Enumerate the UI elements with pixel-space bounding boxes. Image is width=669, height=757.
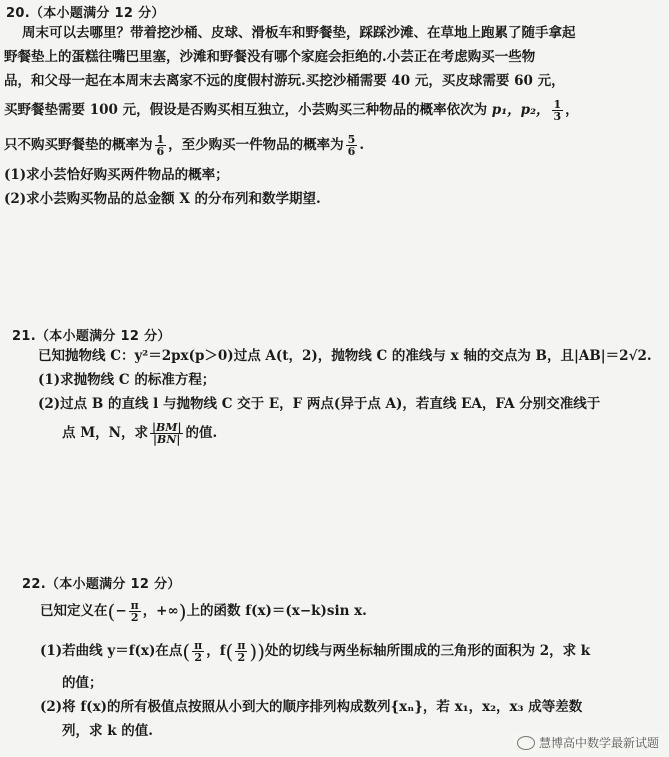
watermark-text: 慧博高中数学最新试题 [538,736,659,750]
fraction-numerator: π [237,638,246,652]
problem-22-header: 22.（本小题满分 12 分） [22,577,181,592]
problem-22-question-1-text-a: (1)若曲线 y＝f(x)在点 [40,642,183,659]
fraction-one-sixth [155,134,167,157]
problem-20 [0,2,669,211]
problem-20-question-2: (2)求小芸购买物品的总金额 X 的分布列和数学期望. [4,191,321,207]
fraction-numerator: 1 [553,98,562,111]
point-mid: ，f [206,642,226,659]
problem-22-question-1 [40,631,669,672]
problem-21 [0,325,669,450]
fraction-numerator: 5 [347,133,356,146]
problem-20-line-5-text-b: ，至少购买一件物品的概率为 [168,137,344,153]
fraction-denominator: 6 [156,145,165,158]
left-paren: ( [225,639,234,663]
wechat-logo-icon [517,736,535,750]
fraction-numerator: 1 [156,133,165,146]
left-paren: ( [107,599,116,624]
probabilities-p1-p2: p₁，p₂， [491,102,550,118]
problem-21-question-2-text-b: 的值. [185,425,218,441]
watermark [513,732,663,753]
problem-22-question-1-text-b: 处的切线与两坐标轴所围成的三角形的面积为 2，求 k [265,642,591,659]
problem-20-line-5-text-a: 只不购买野餐垫的概率为 [4,137,153,153]
fraction-pi-over-2 [192,640,204,663]
problem-20-line-3: 品，和父母一起在本周末去离家不远的度假村游玩.买挖沙桶需要 40 元，买皮球需要 60 元， [4,73,565,89]
fraction-denominator: 2 [194,650,203,664]
problem-20-line-5 [4,127,669,163]
problem-20-question-1: (1)求小芸恰好购买两件物品的概率； [4,167,229,183]
fraction-denominator: |BN| [153,433,181,446]
fraction-numerator: |BM| [151,421,182,434]
problem-21-question-1: (1)求抛物线 C 的标准方程； [38,372,216,388]
problem-22-line-1-text-b: 上的函数 f(x)＝(x−k)sin x. [186,603,367,619]
problem-20-line-2: 野餐垫上的蛋糕往嘴巴里塞，沙滩和野餐没有哪个家庭会拒绝的.小芸正在考虑购买一些物 [4,49,536,65]
problem-22-line-1 [40,592,669,631]
right-paren: )) [249,639,266,663]
problem-21-question-2-text-a: 点 M，N，求 [62,425,148,441]
fraction-numerator: π [194,638,203,652]
problem-22 [0,573,669,743]
problem-20-line-4-text: 买野餐垫需要 100 元，假设是否购买相互独立，小芸购买三种物品的概率依次为 [4,102,492,118]
fraction-denominator: 2 [237,650,246,664]
problem-22-question-2: (2)将 f(x)的所有极值点按照从小到大的顺序排列构成数列{xₙ}，若 x₁，x₂，x₃ 成等差数 [40,699,583,715]
problem-22-question-1-cont: 的值； [62,675,103,691]
fraction-denominator: 2 [130,611,139,624]
problem-21-line-1: 已知抛物线 C：y²＝2px(p＞0)过点 A(t，2)，抛物线 C 的准线与 x 轴的交点为 B，且|AB|＝2√2. [38,348,652,364]
fraction-five-sixths [346,134,358,157]
comma: ， [565,102,579,118]
fraction-denominator: 6 [347,145,356,158]
fraction-pi-over-2 [235,640,247,663]
period: . [359,137,365,153]
right-paren: ) [178,599,187,624]
problem-21-header: 21.（本小题满分 12 分） [12,329,171,344]
left-paren: ( [182,639,191,663]
problem-22-question-2-cont: 列，求 k 的值. [62,723,153,739]
interval-right: ，+∞ [142,603,179,619]
problem-20-header: 20.（本小题满分 12 分） [6,6,165,21]
fraction-pi-over-2 [129,600,141,623]
problem-21-question-2-cont [62,416,669,450]
interval-minus: − [115,603,127,619]
problem-20-line-1: 周末可以去哪里？带着挖沙桶、皮球、滑板车和野餐垫，踩踩沙滩、在草地上跑累了随手拿起 [22,25,576,41]
problem-20-line-4 [4,93,669,127]
problem-21-question-2: (2)过点 B 的直线 l 与抛物线 C 交于 E，F 两点(异于点 A)，若直线 EA，FA 分别交准线于 [38,396,601,412]
fraction-bm-over-bn [150,422,183,445]
fraction-numerator: π [130,599,139,612]
fraction-denominator: 3 [553,110,562,123]
fraction-one-third [552,99,564,122]
problem-22-line-1-text-a: 已知定义在 [40,603,108,619]
